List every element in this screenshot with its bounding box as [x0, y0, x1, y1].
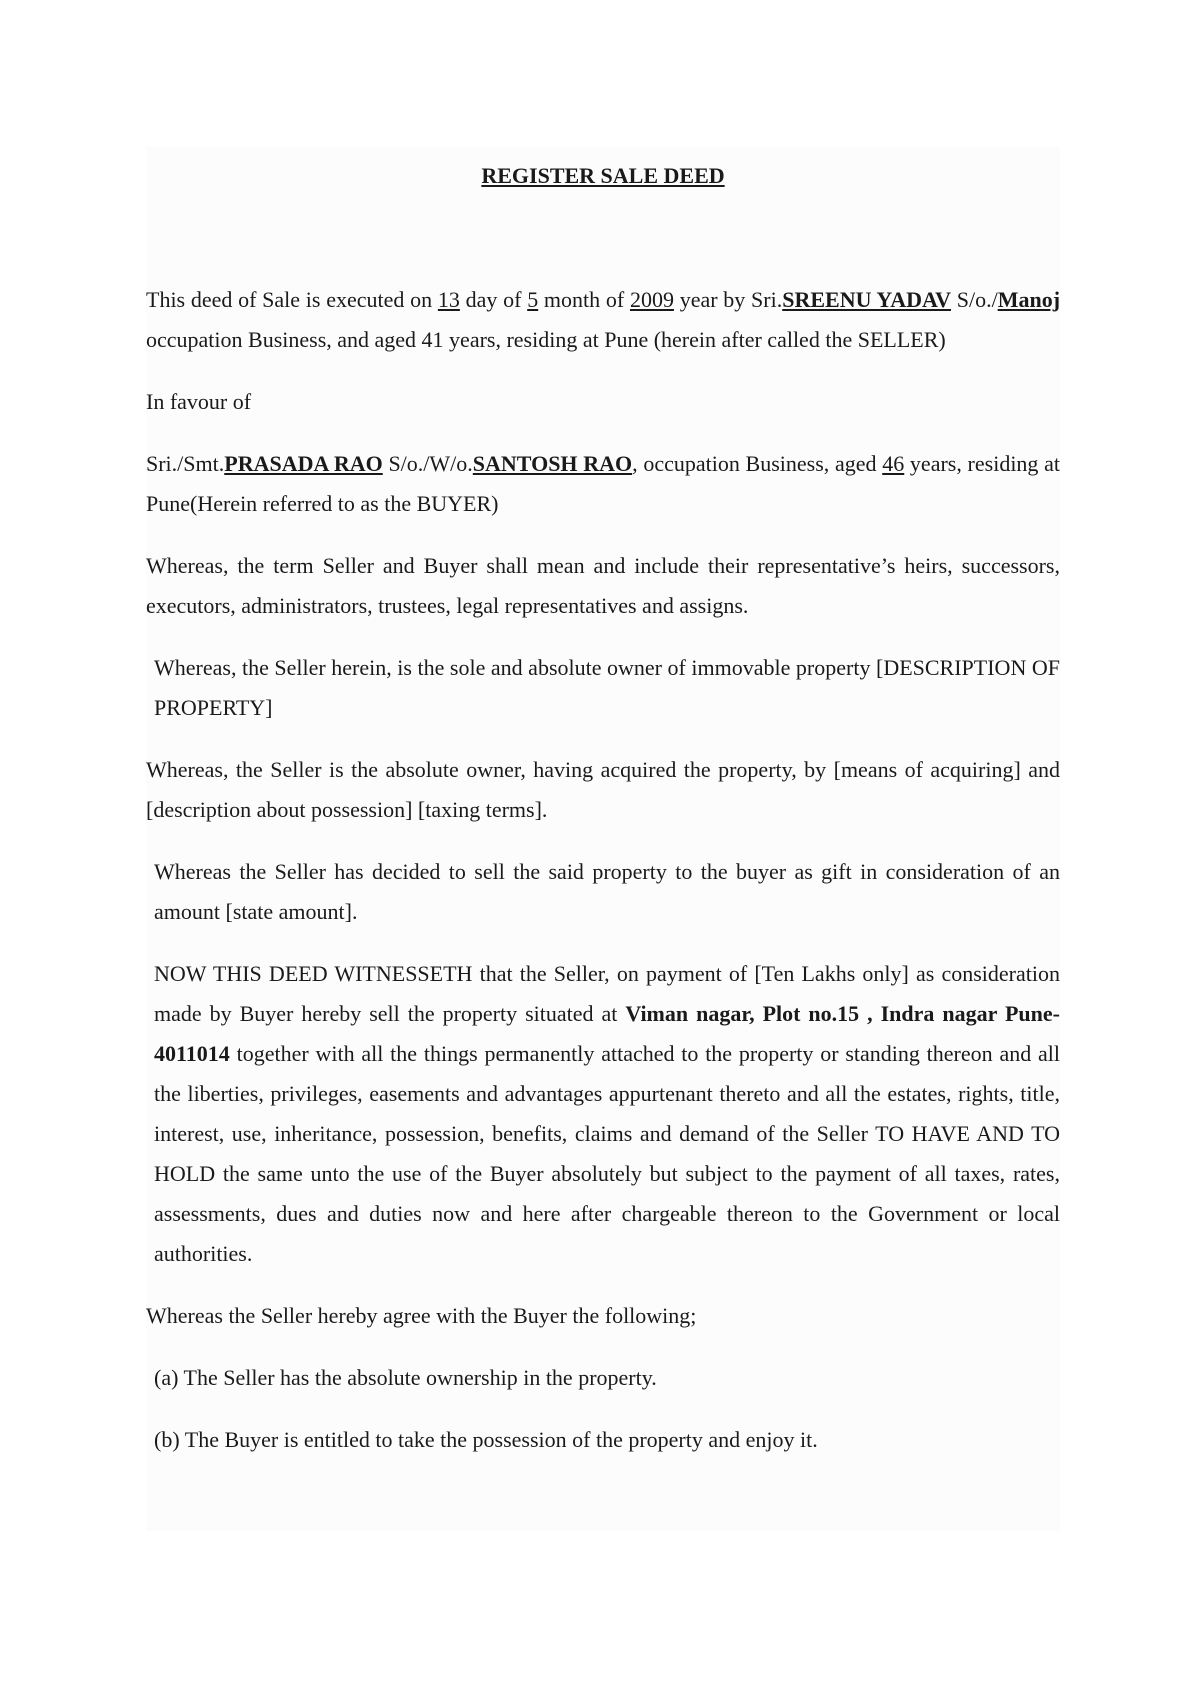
paragraph-buyer: Sri./Smt.PRASADA RAO S/o./W/o.SANTOSH RAO, occupation Business, aged 46 years, residing at Pune(Herein referred to as the BUYER) [146, 451, 1061, 516]
buyer-age: 46 [882, 451, 905, 476]
seller-father-name: Manoj [997, 287, 1061, 312]
paragraph-ownership: Whereas, the Seller herein, is the sole and absolute owner of immovable property [DESCRIPTION OF PROPERTY] [154, 655, 1060, 720]
property-address: Viman nagar, Plot no.15 , Indra nagar Pune-4011014 [154, 1001, 1060, 1066]
document-title: REGISTER SALE DEED [481, 163, 725, 188]
paragraph-witnesseth: NOW THIS DEED WITNESSETH that the Seller, on payment of [Ten Lakhs only] as consideration made by Buyer hereby sell the property situated at Viman nagar, Plot no.15 , Indra nagar Pune-4011014 together with all the things permanently attached to the property or standing thereon and all the liberties, privileges, easements and advantages appurtenant thereto and all the estates, rights, title, interest, use, inheritance, possession, benefits, claims and demand of the Seller TO HAVE AND TO HOLD the same unto the use of the Buyer absolutely but subject to the payment of all taxes, rates, assessments, dues and duties now and here after chargeable thereon to the Government or local authorities. [154, 961, 1060, 1266]
buyer-father-name: SANTOSH RAO [472, 451, 633, 476]
paragraph-definitions: Whereas, the term Seller and Buyer shall mean and include their representative’s heirs, successors, executors, administrators, trustees, legal representatives and assigns. [146, 553, 1060, 618]
deed-year: 2009 [629, 287, 674, 312]
paragraph-in-favour: In favour of [146, 389, 252, 414]
paragraph-acquisition: Whereas, the Seller is the absolute owner, having acquired the property, by [means of acquiring] and [description about possession] [taxing terms]. [146, 757, 1060, 822]
paragraph-decision: Whereas the Seller has decided to sell the said property to the buyer as gift in consideration of an amount [state amount]. [154, 859, 1060, 924]
list-item: (a) The Seller has the absolute ownership in the property. [154, 1365, 657, 1390]
deed-day: 13 [437, 287, 460, 312]
list-item: (b) The Buyer is entitled to take the possession of the property and enjoy it. [154, 1427, 818, 1452]
paragraph-execution: This deed of Sale is executed on 13 day of 5 month of 2009 year by Sri.SREENU YADAV S/o./Manoj occupation Business, and aged 41 years, residing at Pune (herein after called the SELLER) [146, 287, 1061, 352]
seller-name: SREENU YADAV [782, 287, 951, 312]
buyer-name: PRASADA RAO [224, 451, 383, 476]
deed-month: 5 [527, 287, 539, 312]
paragraph-agreement: Whereas the Seller hereby agree with the Buyer the following; [146, 1303, 697, 1328]
document-body [146, 146, 1060, 1482]
